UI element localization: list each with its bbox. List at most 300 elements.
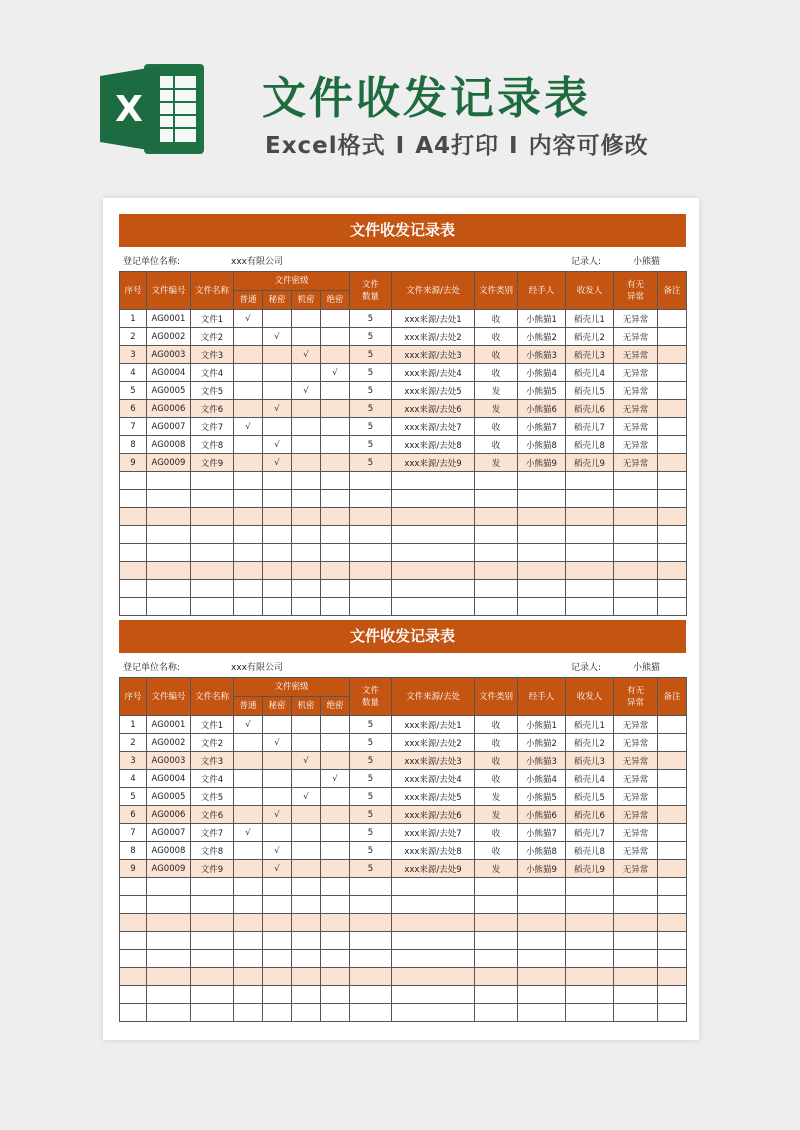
cell-remark	[658, 346, 687, 364]
unit-label: 登记单位名称:	[123, 663, 181, 673]
empty-cell	[147, 914, 191, 932]
cell-doc-name: 文件4	[191, 364, 234, 382]
cell-seq: 7	[120, 418, 147, 436]
empty-cell	[263, 526, 292, 544]
empty-cell	[658, 490, 687, 508]
cell-quantity: 5	[350, 436, 392, 454]
empty-cell	[147, 472, 191, 490]
empty-cell	[120, 598, 147, 616]
empty-cell	[321, 914, 350, 932]
cell-quantity: 5	[350, 734, 392, 752]
cell-doc-no: AG0007	[147, 418, 191, 436]
cell-quantity: 5	[350, 788, 392, 806]
cell-receiver: 稻壳儿4	[566, 770, 614, 788]
cell-secrecy-level	[263, 716, 292, 734]
empty-cell	[350, 878, 392, 896]
cell-secrecy-level	[263, 788, 292, 806]
empty-cell	[614, 490, 658, 508]
empty-cell	[475, 986, 518, 1004]
cell-secrecy-level	[234, 770, 263, 788]
empty-cell	[392, 508, 475, 526]
cell-source: xxx来源/去处6	[392, 806, 475, 824]
table-row	[120, 328, 687, 346]
empty-cell	[292, 490, 321, 508]
cell-abnormal: 无异常	[614, 824, 658, 842]
cell-doc-name: 文件5	[191, 788, 234, 806]
empty-cell	[321, 490, 350, 508]
empty-cell	[292, 878, 321, 896]
empty-cell	[566, 526, 614, 544]
cell-doc-no: AG0002	[147, 734, 191, 752]
empty-cell	[392, 544, 475, 562]
empty-cell	[292, 1004, 321, 1022]
cell-seq: 6	[120, 806, 147, 824]
empty-cell	[321, 1004, 350, 1022]
empty-cell	[566, 544, 614, 562]
table-row	[120, 824, 687, 842]
cell-secrecy-level	[234, 400, 263, 418]
empty-cell	[120, 472, 147, 490]
table-row-empty	[120, 896, 687, 914]
empty-cell	[292, 986, 321, 1004]
cell-secrecy-level: √	[292, 788, 321, 806]
cell-seq: 8	[120, 842, 147, 860]
empty-cell	[120, 1004, 147, 1022]
empty-cell	[234, 472, 263, 490]
empty-cell	[234, 580, 263, 598]
empty-cell	[518, 472, 566, 490]
empty-cell	[614, 950, 658, 968]
table-row	[120, 842, 687, 860]
empty-cell	[566, 968, 614, 986]
cell-secrecy-level: √	[234, 716, 263, 734]
cell-doc-no: AG0002	[147, 328, 191, 346]
empty-cell	[234, 562, 263, 580]
cell-abnormal: 无异常	[614, 770, 658, 788]
empty-cell	[263, 508, 292, 526]
cell-seq: 3	[120, 752, 147, 770]
cell-abnormal: 无异常	[614, 364, 658, 382]
cell-abnormal: 无异常	[614, 400, 658, 418]
cell-handler: 小熊猫8	[518, 842, 566, 860]
cell-secrecy-level: √	[263, 400, 292, 418]
empty-cell	[191, 1004, 234, 1022]
empty-cell	[518, 526, 566, 544]
cell-secrecy-level	[321, 842, 350, 860]
cell-handler: 小熊猫2	[518, 328, 566, 346]
cell-remark	[658, 436, 687, 454]
cell-source: xxx来源/去处9	[392, 860, 475, 878]
empty-cell	[120, 562, 147, 580]
cell-secrecy-level	[292, 860, 321, 878]
col-header-source: 文件来源/去处	[392, 678, 475, 716]
record-sheet	[119, 214, 686, 616]
cell-secrecy-level	[234, 788, 263, 806]
cell-secrecy-level	[234, 346, 263, 364]
empty-cell	[234, 490, 263, 508]
empty-cell	[191, 562, 234, 580]
col-header-level-top-secret: 绝密	[321, 697, 350, 716]
cell-secrecy-level	[292, 842, 321, 860]
col-header-source: 文件来源/去处	[392, 272, 475, 310]
cell-secrecy-level	[292, 400, 321, 418]
empty-cell	[518, 598, 566, 616]
empty-cell	[234, 878, 263, 896]
cell-secrecy-level: √	[263, 454, 292, 472]
col-header-level-confidential: 机密	[292, 291, 321, 310]
empty-cell	[147, 544, 191, 562]
cell-receiver: 稻壳儿5	[566, 788, 614, 806]
empty-cell	[120, 508, 147, 526]
cell-secrecy-level	[234, 328, 263, 346]
cell-seq: 9	[120, 860, 147, 878]
col-header-level-top-secret: 绝密	[321, 291, 350, 310]
table-row-empty	[120, 986, 687, 1004]
empty-cell	[263, 968, 292, 986]
table-row	[120, 310, 687, 328]
table-row	[120, 364, 687, 382]
record-table	[119, 271, 687, 616]
cell-doc-no: AG0008	[147, 436, 191, 454]
cell-source: xxx来源/去处3	[392, 346, 475, 364]
empty-cell	[518, 968, 566, 986]
cell-seq: 6	[120, 400, 147, 418]
cell-secrecy-level	[234, 806, 263, 824]
cell-abnormal: 无异常	[614, 860, 658, 878]
cell-handler: 小熊猫4	[518, 364, 566, 382]
empty-cell	[350, 508, 392, 526]
empty-cell	[321, 950, 350, 968]
empty-cell	[263, 914, 292, 932]
cell-source: xxx来源/去处8	[392, 436, 475, 454]
cell-abnormal: 无异常	[614, 346, 658, 364]
empty-cell	[614, 598, 658, 616]
empty-cell	[292, 950, 321, 968]
empty-cell	[120, 878, 147, 896]
cell-doc-name: 文件4	[191, 770, 234, 788]
cell-doc-no: AG0003	[147, 752, 191, 770]
empty-cell	[658, 472, 687, 490]
col-header-category: 文件类别	[475, 272, 518, 310]
cell-abnormal: 无异常	[614, 806, 658, 824]
cell-remark	[658, 824, 687, 842]
empty-cell	[263, 1004, 292, 1022]
empty-cell	[566, 950, 614, 968]
cell-handler: 小熊猫6	[518, 806, 566, 824]
cell-secrecy-level	[263, 752, 292, 770]
cell-secrecy-level	[234, 734, 263, 752]
cell-quantity: 5	[350, 824, 392, 842]
cell-source: xxx来源/去处5	[392, 788, 475, 806]
empty-cell	[191, 526, 234, 544]
cell-secrecy-level	[321, 454, 350, 472]
empty-cell	[658, 1004, 687, 1022]
cell-secrecy-level: √	[263, 436, 292, 454]
empty-cell	[292, 544, 321, 562]
empty-cell	[566, 490, 614, 508]
cell-remark	[658, 752, 687, 770]
empty-cell	[321, 598, 350, 616]
cell-abnormal: 无异常	[614, 788, 658, 806]
cell-doc-name: 文件8	[191, 436, 234, 454]
cell-quantity: 5	[350, 418, 392, 436]
cell-doc-no: AG0004	[147, 770, 191, 788]
empty-cell	[120, 950, 147, 968]
cell-quantity: 5	[350, 752, 392, 770]
cell-seq: 4	[120, 364, 147, 382]
cell-secrecy-level	[292, 770, 321, 788]
empty-cell	[392, 968, 475, 986]
cell-source: xxx来源/去处4	[392, 364, 475, 382]
table-row	[120, 346, 687, 364]
cell-secrecy-level	[263, 382, 292, 400]
empty-cell	[566, 914, 614, 932]
sheet-info	[119, 247, 686, 271]
empty-cell	[658, 580, 687, 598]
empty-cell	[392, 950, 475, 968]
cell-category: 收	[475, 328, 518, 346]
empty-cell	[475, 490, 518, 508]
cell-seq: 8	[120, 436, 147, 454]
cell-secrecy-level	[292, 734, 321, 752]
table-row-empty	[120, 1004, 687, 1022]
cell-doc-name: 文件6	[191, 806, 234, 824]
cell-handler: 小熊猫9	[518, 860, 566, 878]
empty-cell	[191, 914, 234, 932]
empty-cell	[234, 968, 263, 986]
cell-secrecy-level: √	[292, 382, 321, 400]
table-row	[120, 770, 687, 788]
col-header-secrecy: 文件密级	[234, 272, 350, 291]
cell-secrecy-level	[263, 364, 292, 382]
cell-doc-name: 文件7	[191, 824, 234, 842]
table-row	[120, 400, 687, 418]
cell-remark	[658, 310, 687, 328]
empty-cell	[566, 508, 614, 526]
empty-cell	[518, 896, 566, 914]
col-header-doc-name: 文件名称	[191, 678, 234, 716]
table-row-empty	[120, 950, 687, 968]
cell-secrecy-level	[263, 770, 292, 788]
cell-source: xxx来源/去处2	[392, 734, 475, 752]
cell-handler: 小熊猫1	[518, 716, 566, 734]
cell-secrecy-level	[292, 364, 321, 382]
table-row-empty	[120, 878, 687, 896]
table-row	[120, 860, 687, 878]
empty-cell	[263, 932, 292, 950]
cell-secrecy-level	[263, 418, 292, 436]
cell-category: 收	[475, 310, 518, 328]
table-row-empty	[120, 472, 687, 490]
empty-cell	[234, 914, 263, 932]
table-row-empty	[120, 968, 687, 986]
empty-cell	[263, 490, 292, 508]
empty-cell	[518, 562, 566, 580]
cell-secrecy-level	[321, 346, 350, 364]
empty-cell	[292, 472, 321, 490]
empty-cell	[120, 526, 147, 544]
col-header-doc-name: 文件名称	[191, 272, 234, 310]
empty-cell	[147, 968, 191, 986]
empty-cell	[234, 544, 263, 562]
cell-seq: 4	[120, 770, 147, 788]
recorder-value: 小熊猫	[633, 257, 661, 267]
empty-cell	[147, 950, 191, 968]
empty-cell	[263, 986, 292, 1004]
empty-cell	[234, 950, 263, 968]
col-header-doc-no: 文件编号	[147, 678, 191, 716]
empty-cell	[120, 968, 147, 986]
empty-cell	[614, 986, 658, 1004]
cell-seq: 1	[120, 716, 147, 734]
cell-receiver: 稻壳儿6	[566, 400, 614, 418]
recorder-label: 记录人:	[571, 257, 602, 267]
empty-cell	[614, 544, 658, 562]
empty-cell	[120, 896, 147, 914]
empty-cell	[263, 878, 292, 896]
cell-doc-no: AG0001	[147, 310, 191, 328]
cell-remark	[658, 770, 687, 788]
empty-cell	[120, 986, 147, 1004]
cell-receiver: 稻壳儿4	[566, 364, 614, 382]
cell-remark	[658, 860, 687, 878]
empty-cell	[566, 562, 614, 580]
cell-doc-name: 文件3	[191, 752, 234, 770]
cell-category: 收	[475, 770, 518, 788]
cell-secrecy-level: √	[263, 842, 292, 860]
empty-cell	[292, 526, 321, 544]
cell-receiver: 稻壳儿6	[566, 806, 614, 824]
empty-cell	[614, 562, 658, 580]
cell-secrecy-level	[234, 436, 263, 454]
cell-receiver: 稻壳儿5	[566, 382, 614, 400]
cell-doc-no: AG0005	[147, 788, 191, 806]
empty-cell	[475, 472, 518, 490]
col-header-handler: 经手人	[518, 272, 566, 310]
empty-cell	[234, 526, 263, 544]
empty-cell	[518, 490, 566, 508]
cell-category: 收	[475, 824, 518, 842]
cell-quantity: 5	[350, 842, 392, 860]
sheet-title: 文件收发记录表	[119, 620, 686, 653]
empty-cell	[263, 580, 292, 598]
empty-cell	[392, 896, 475, 914]
cell-category: 发	[475, 788, 518, 806]
empty-cell	[191, 598, 234, 616]
empty-cell	[191, 878, 234, 896]
empty-cell	[321, 986, 350, 1004]
empty-cell	[191, 932, 234, 950]
cell-secrecy-level	[321, 788, 350, 806]
empty-cell	[392, 562, 475, 580]
page-title: 文件收发记录表	[262, 73, 591, 124]
cell-secrecy-level	[292, 418, 321, 436]
cell-doc-no: AG0006	[147, 400, 191, 418]
cell-receiver: 稻壳儿9	[566, 454, 614, 472]
cell-quantity: 5	[350, 454, 392, 472]
empty-cell	[658, 508, 687, 526]
cell-receiver: 稻壳儿8	[566, 436, 614, 454]
empty-cell	[475, 878, 518, 896]
cell-secrecy-level	[321, 400, 350, 418]
empty-cell	[392, 986, 475, 1004]
empty-cell	[263, 896, 292, 914]
cell-seq: 1	[120, 310, 147, 328]
empty-cell	[658, 950, 687, 968]
empty-cell	[392, 472, 475, 490]
empty-cell	[321, 580, 350, 598]
cell-source: xxx来源/去处7	[392, 418, 475, 436]
cell-remark	[658, 364, 687, 382]
cell-doc-name: 文件8	[191, 842, 234, 860]
empty-cell	[658, 598, 687, 616]
empty-cell	[392, 490, 475, 508]
empty-cell	[147, 598, 191, 616]
cell-quantity: 5	[350, 806, 392, 824]
cell-category: 发	[475, 806, 518, 824]
empty-cell	[614, 1004, 658, 1022]
empty-cell	[191, 472, 234, 490]
cell-source: xxx来源/去处7	[392, 824, 475, 842]
cell-source: xxx来源/去处5	[392, 382, 475, 400]
cell-source: xxx来源/去处2	[392, 328, 475, 346]
empty-cell	[120, 914, 147, 932]
cell-source: xxx来源/去处6	[392, 400, 475, 418]
cell-category: 收	[475, 346, 518, 364]
col-header-level-secret: 秘密	[263, 697, 292, 716]
empty-cell	[120, 490, 147, 508]
empty-cell	[292, 580, 321, 598]
cell-remark	[658, 788, 687, 806]
col-header-quantity: 文件 数量	[350, 678, 392, 716]
empty-cell	[350, 986, 392, 1004]
empty-cell	[147, 580, 191, 598]
empty-cell	[392, 932, 475, 950]
table-row-empty	[120, 526, 687, 544]
empty-cell	[350, 598, 392, 616]
cell-doc-no: AG0008	[147, 842, 191, 860]
cell-quantity: 5	[350, 716, 392, 734]
table-row-empty	[120, 932, 687, 950]
empty-cell	[292, 968, 321, 986]
col-header-remark: 备注	[658, 272, 687, 310]
cell-secrecy-level: √	[321, 364, 350, 382]
empty-cell	[120, 544, 147, 562]
cell-secrecy-level	[321, 418, 350, 436]
cell-secrecy-level	[263, 346, 292, 364]
cell-category: 收	[475, 364, 518, 382]
cell-doc-name: 文件3	[191, 346, 234, 364]
cell-secrecy-level	[292, 328, 321, 346]
cell-receiver: 稻壳儿1	[566, 310, 614, 328]
cell-quantity: 5	[350, 400, 392, 418]
empty-cell	[475, 508, 518, 526]
cell-handler: 小熊猫1	[518, 310, 566, 328]
empty-cell	[475, 1004, 518, 1022]
empty-cell	[147, 490, 191, 508]
empty-cell	[292, 932, 321, 950]
excel-logo-icon	[100, 62, 206, 156]
cell-secrecy-level	[263, 310, 292, 328]
cell-doc-name: 文件2	[191, 328, 234, 346]
empty-cell	[321, 472, 350, 490]
empty-cell	[321, 526, 350, 544]
empty-cell	[292, 914, 321, 932]
table-row	[120, 806, 687, 824]
empty-cell	[191, 508, 234, 526]
cell-category: 收	[475, 716, 518, 734]
cell-secrecy-level	[292, 310, 321, 328]
